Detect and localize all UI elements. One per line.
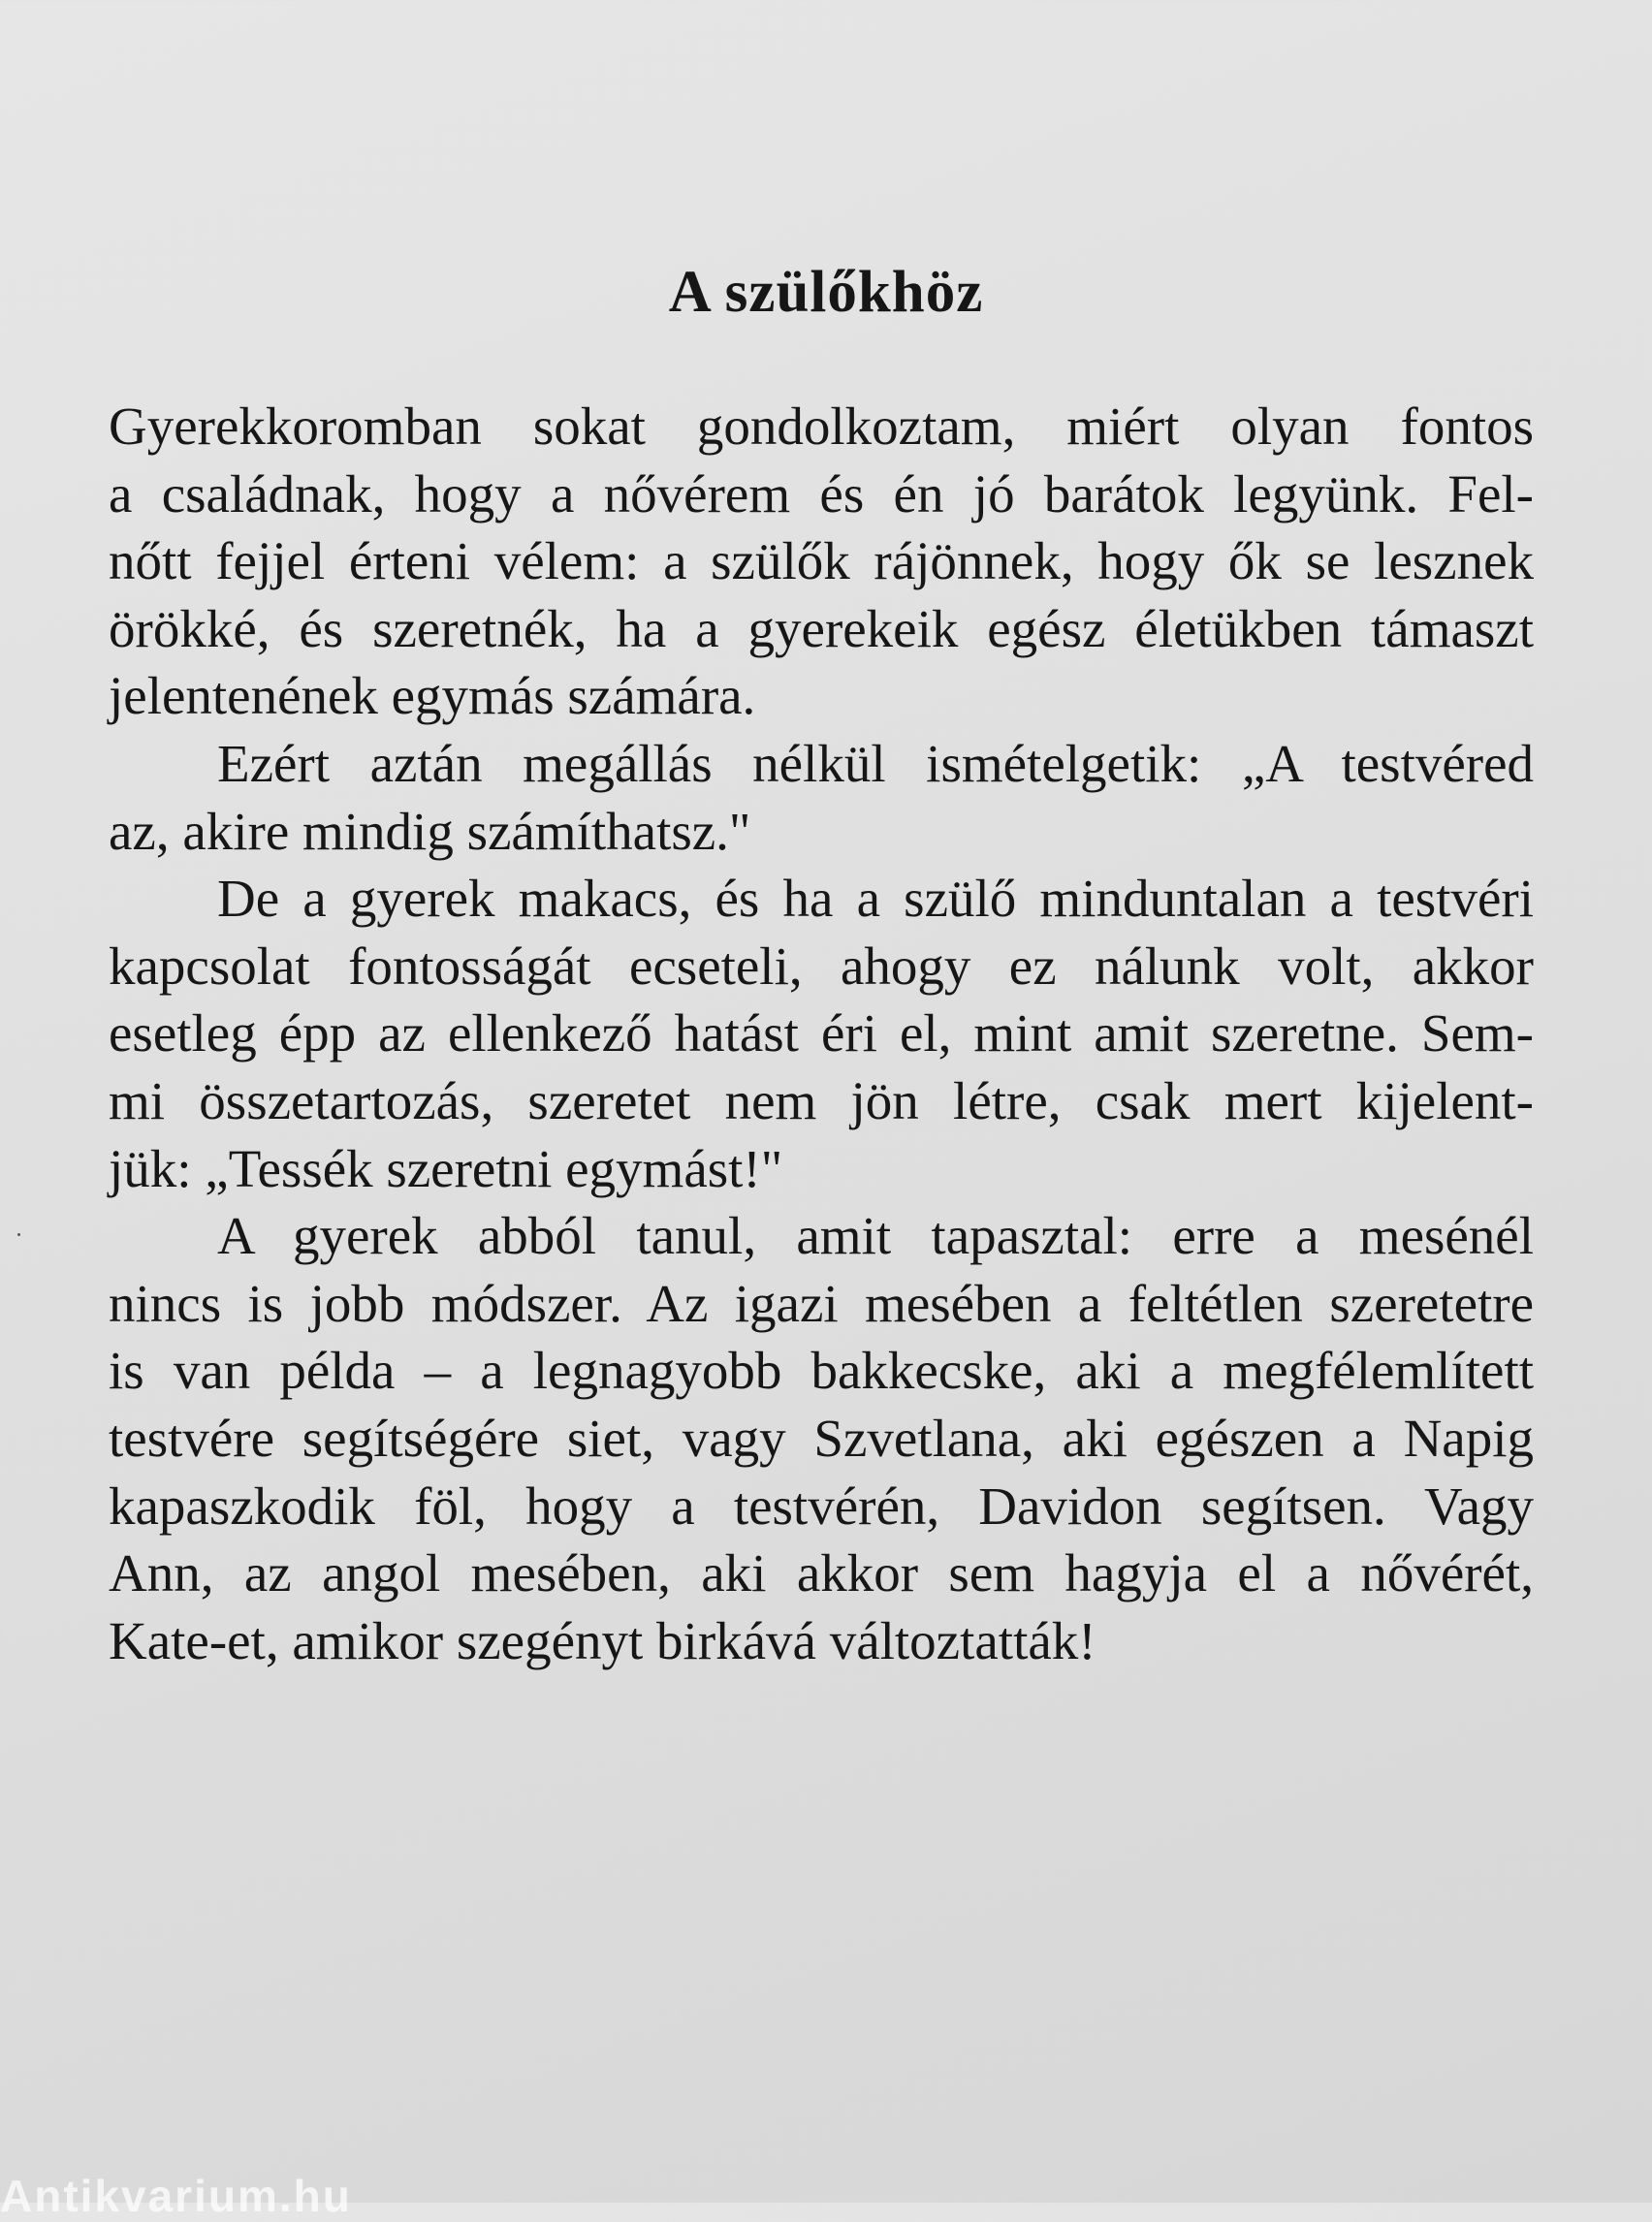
text-line: testvére segítségére siet, vagy Szvetlana, aki egészen a Napig [109, 1408, 1534, 1468]
text-line: örökké, és szeretnék, ha a gyerekeik egész életükben támaszt [109, 598, 1534, 658]
text-line: a családnak, hogy a nővérem és én jó barátok legyünk. Fel- [109, 463, 1534, 524]
text-line: Kate-et, amikor szegényt birkává változtatták! [109, 1610, 1096, 1670]
page-title: A szülőkhöz [668, 260, 984, 325]
text-line: kapaszkodik föl, hogy a testvérén, Davidon segítsen. Vagy [109, 1476, 1534, 1536]
text-line: jük: „Tessék szeretni egymást!" [109, 1138, 783, 1198]
paragraph-3 [109, 865, 1534, 1202]
text-line: Gyerekkoromban sokat gondolkoztam, miért olyan fontos [109, 397, 1534, 456]
text-line: nőtt fejjel érteni vélem: a szülők rájönnek, hogy ők se lesznek [109, 531, 1534, 591]
text-line: az, akire mindig számíthatsz." [109, 801, 751, 861]
text-line: nincs is jobb módszer. Az igazi mesében a feltétlen szeretetre [109, 1273, 1534, 1333]
paragraph-2 [109, 730, 1534, 865]
text-line: De a gyerek makacs, és ha a szülő minduntalan a testvéri [217, 869, 1534, 929]
text-line: A gyerek abból tanul, amit tapasztal: erre a mesénél [217, 1206, 1534, 1266]
text-line: Ezért aztán megállás nélkül ismételgetik: „A testvéred [217, 733, 1534, 793]
text-line: is van példa – a legnagyobb bakkecske, aki a megfélemlített [109, 1341, 1534, 1401]
paragraph-1 [109, 393, 1534, 730]
text-line: Ann, az angol mesében, aki akkor sem hagyja el a nővérét, [109, 1543, 1534, 1603]
text-line: kapcsolat fontosságát ecseteli, ahogy ez nálunk volt, akkor [109, 936, 1534, 996]
text-line: jelentenének egymás számára. [109, 666, 756, 726]
text-line: esetleg épp az ellenkező hatást éri el, mint amit szeretne. Sem- [109, 1003, 1534, 1063]
page-speck [17, 1233, 20, 1236]
watermark-logo: Antikvarium.hu [0, 2171, 352, 2221]
body-text [109, 393, 1534, 1674]
paragraph-4 [109, 1202, 1534, 1674]
text-line: mi összetartozás, szeretet nem jön létre, csak mert kijelent- [109, 1070, 1534, 1130]
